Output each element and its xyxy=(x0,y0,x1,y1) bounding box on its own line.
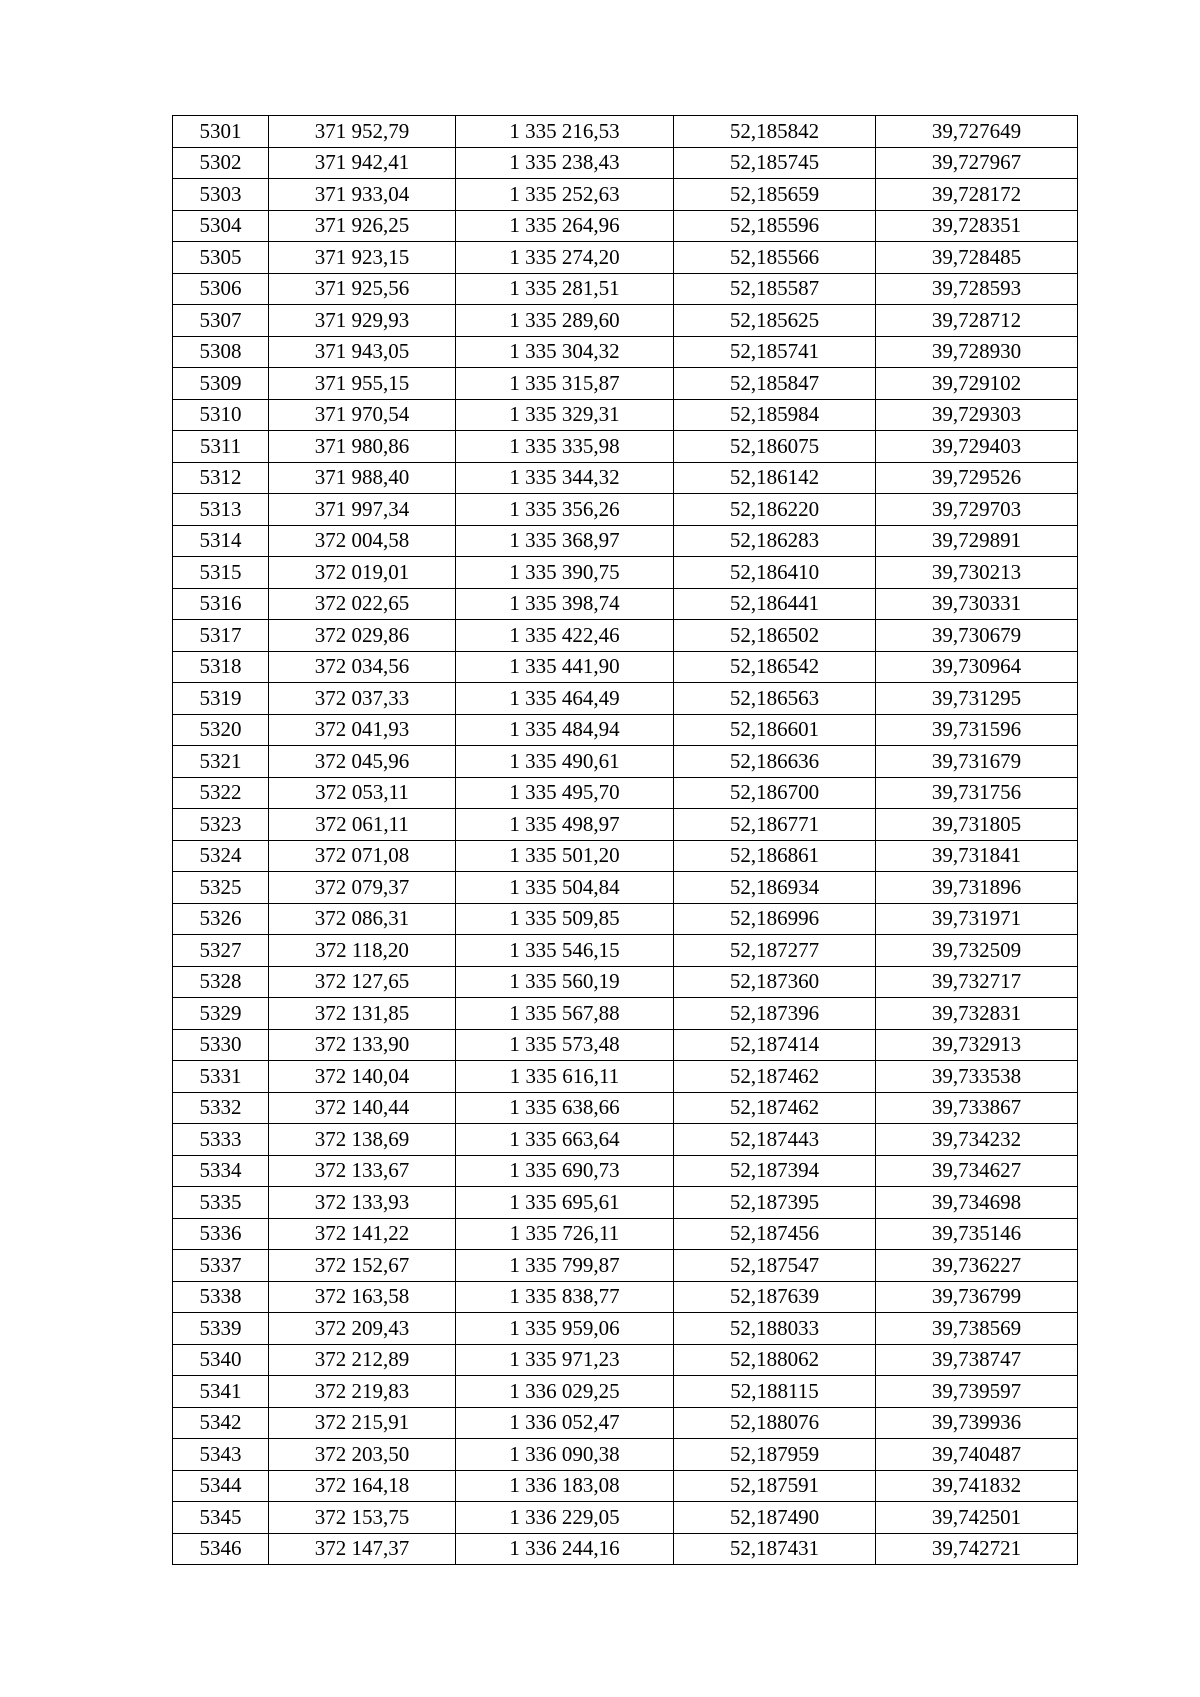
y-coordinate-cell: 1 336 052,47 xyxy=(456,1407,674,1439)
table-row xyxy=(173,998,1078,1030)
x-coordinate-cell: 372 140,04 xyxy=(269,1061,456,1093)
latitude-cell: 52,187547 xyxy=(674,1250,876,1282)
x-coordinate-cell: 372 086,31 xyxy=(269,903,456,935)
point-number-cell: 5301 xyxy=(173,116,269,148)
latitude-cell: 52,186075 xyxy=(674,431,876,463)
longitude-cell: 39,742501 xyxy=(876,1502,1078,1534)
longitude-cell: 39,730331 xyxy=(876,588,1078,620)
x-coordinate-cell: 372 061,11 xyxy=(269,809,456,841)
latitude-cell: 52,185587 xyxy=(674,273,876,305)
latitude-cell: 52,186142 xyxy=(674,462,876,494)
point-number-cell: 5329 xyxy=(173,998,269,1030)
y-coordinate-cell: 1 335 573,48 xyxy=(456,1029,674,1061)
longitude-cell: 39,729303 xyxy=(876,399,1078,431)
x-coordinate-cell: 372 004,58 xyxy=(269,525,456,557)
y-coordinate-cell: 1 336 090,38 xyxy=(456,1439,674,1471)
table-row xyxy=(173,872,1078,904)
longitude-cell: 39,739936 xyxy=(876,1407,1078,1439)
latitude-cell: 52,188062 xyxy=(674,1344,876,1376)
latitude-cell: 52,185984 xyxy=(674,399,876,431)
y-coordinate-cell: 1 335 838,77 xyxy=(456,1281,674,1313)
x-coordinate-cell: 371 980,86 xyxy=(269,431,456,463)
x-coordinate-cell: 372 212,89 xyxy=(269,1344,456,1376)
y-coordinate-cell: 1 335 238,43 xyxy=(456,147,674,179)
y-coordinate-cell: 1 335 546,15 xyxy=(456,935,674,967)
table-row xyxy=(173,462,1078,494)
x-coordinate-cell: 372 019,01 xyxy=(269,557,456,589)
y-coordinate-cell: 1 335 695,61 xyxy=(456,1187,674,1219)
y-coordinate-cell: 1 335 560,19 xyxy=(456,966,674,998)
point-number-cell: 5322 xyxy=(173,777,269,809)
longitude-cell: 39,731805 xyxy=(876,809,1078,841)
latitude-cell: 52,186502 xyxy=(674,620,876,652)
x-coordinate-cell: 372 152,67 xyxy=(269,1250,456,1282)
latitude-cell: 52,185745 xyxy=(674,147,876,179)
point-number-cell: 5307 xyxy=(173,305,269,337)
x-coordinate-cell: 371 923,15 xyxy=(269,242,456,274)
y-coordinate-cell: 1 335 289,60 xyxy=(456,305,674,337)
latitude-cell: 52,187443 xyxy=(674,1124,876,1156)
longitude-cell: 39,728930 xyxy=(876,336,1078,368)
y-coordinate-cell: 1 335 335,98 xyxy=(456,431,674,463)
point-number-cell: 5324 xyxy=(173,840,269,872)
y-coordinate-cell: 1 335 344,32 xyxy=(456,462,674,494)
longitude-cell: 39,730964 xyxy=(876,651,1078,683)
latitude-cell: 52,187591 xyxy=(674,1470,876,1502)
table-row xyxy=(173,1061,1078,1093)
point-number-cell: 5334 xyxy=(173,1155,269,1187)
table-row xyxy=(173,1313,1078,1345)
x-coordinate-cell: 372 118,20 xyxy=(269,935,456,967)
y-coordinate-cell: 1 335 501,20 xyxy=(456,840,674,872)
point-number-cell: 5330 xyxy=(173,1029,269,1061)
point-number-cell: 5344 xyxy=(173,1470,269,1502)
latitude-cell: 52,187490 xyxy=(674,1502,876,1534)
y-coordinate-cell: 1 335 504,84 xyxy=(456,872,674,904)
longitude-cell: 39,728351 xyxy=(876,210,1078,242)
table-row xyxy=(173,336,1078,368)
table-row xyxy=(173,368,1078,400)
y-coordinate-cell: 1 335 726,11 xyxy=(456,1218,674,1250)
longitude-cell: 39,727967 xyxy=(876,147,1078,179)
longitude-cell: 39,729891 xyxy=(876,525,1078,557)
point-number-cell: 5310 xyxy=(173,399,269,431)
y-coordinate-cell: 1 335 616,11 xyxy=(456,1061,674,1093)
longitude-cell: 39,728593 xyxy=(876,273,1078,305)
longitude-cell: 39,731971 xyxy=(876,903,1078,935)
point-number-cell: 5320 xyxy=(173,714,269,746)
x-coordinate-cell: 371 952,79 xyxy=(269,116,456,148)
table-row xyxy=(173,242,1078,274)
longitude-cell: 39,738747 xyxy=(876,1344,1078,1376)
table-row xyxy=(173,179,1078,211)
latitude-cell: 52,187431 xyxy=(674,1533,876,1565)
longitude-cell: 39,728172 xyxy=(876,179,1078,211)
y-coordinate-cell: 1 335 281,51 xyxy=(456,273,674,305)
point-number-cell: 5331 xyxy=(173,1061,269,1093)
y-coordinate-cell: 1 335 464,49 xyxy=(456,683,674,715)
y-coordinate-cell: 1 335 509,85 xyxy=(456,903,674,935)
x-coordinate-cell: 371 925,56 xyxy=(269,273,456,305)
latitude-cell: 52,186542 xyxy=(674,651,876,683)
table-row xyxy=(173,1155,1078,1187)
table-row xyxy=(173,399,1078,431)
longitude-cell: 39,728485 xyxy=(876,242,1078,274)
longitude-cell: 39,731896 xyxy=(876,872,1078,904)
latitude-cell: 52,187395 xyxy=(674,1187,876,1219)
longitude-cell: 39,730679 xyxy=(876,620,1078,652)
x-coordinate-cell: 372 133,67 xyxy=(269,1155,456,1187)
latitude-cell: 52,186220 xyxy=(674,494,876,526)
table-row xyxy=(173,935,1078,967)
longitude-cell: 39,732717 xyxy=(876,966,1078,998)
longitude-cell: 39,732913 xyxy=(876,1029,1078,1061)
longitude-cell: 39,734698 xyxy=(876,1187,1078,1219)
y-coordinate-cell: 1 336 183,08 xyxy=(456,1470,674,1502)
table-row xyxy=(173,1344,1078,1376)
y-coordinate-cell: 1 335 315,87 xyxy=(456,368,674,400)
x-coordinate-cell: 372 138,69 xyxy=(269,1124,456,1156)
longitude-cell: 39,732831 xyxy=(876,998,1078,1030)
table-row xyxy=(173,1124,1078,1156)
latitude-cell: 52,187462 xyxy=(674,1061,876,1093)
table-row xyxy=(173,1470,1078,1502)
table-row xyxy=(173,273,1078,305)
longitude-cell: 39,741832 xyxy=(876,1470,1078,1502)
y-coordinate-cell: 1 336 029,25 xyxy=(456,1376,674,1408)
latitude-cell: 52,186771 xyxy=(674,809,876,841)
coordinates-table xyxy=(172,115,1078,1565)
table-row xyxy=(173,431,1078,463)
table-row xyxy=(173,1533,1078,1565)
x-coordinate-cell: 372 141,22 xyxy=(269,1218,456,1250)
x-coordinate-cell: 372 071,08 xyxy=(269,840,456,872)
table-row xyxy=(173,777,1078,809)
x-coordinate-cell: 372 127,65 xyxy=(269,966,456,998)
longitude-cell: 39,727649 xyxy=(876,116,1078,148)
table-row xyxy=(173,1376,1078,1408)
y-coordinate-cell: 1 335 252,63 xyxy=(456,179,674,211)
latitude-cell: 52,186861 xyxy=(674,840,876,872)
y-coordinate-cell: 1 335 638,66 xyxy=(456,1092,674,1124)
latitude-cell: 52,187396 xyxy=(674,998,876,1030)
y-coordinate-cell: 1 336 244,16 xyxy=(456,1533,674,1565)
latitude-cell: 52,186601 xyxy=(674,714,876,746)
longitude-cell: 39,729703 xyxy=(876,494,1078,526)
point-number-cell: 5317 xyxy=(173,620,269,652)
x-coordinate-cell: 372 041,93 xyxy=(269,714,456,746)
y-coordinate-cell: 1 335 274,20 xyxy=(456,242,674,274)
x-coordinate-cell: 372 219,83 xyxy=(269,1376,456,1408)
x-coordinate-cell: 371 955,15 xyxy=(269,368,456,400)
y-coordinate-cell: 1 335 484,94 xyxy=(456,714,674,746)
table-row xyxy=(173,210,1078,242)
longitude-cell: 39,740487 xyxy=(876,1439,1078,1471)
point-number-cell: 5316 xyxy=(173,588,269,620)
y-coordinate-cell: 1 335 216,53 xyxy=(456,116,674,148)
latitude-cell: 52,187462 xyxy=(674,1092,876,1124)
longitude-cell: 39,729526 xyxy=(876,462,1078,494)
x-coordinate-cell: 372 163,58 xyxy=(269,1281,456,1313)
point-number-cell: 5345 xyxy=(173,1502,269,1534)
y-coordinate-cell: 1 335 390,75 xyxy=(456,557,674,589)
point-number-cell: 5327 xyxy=(173,935,269,967)
latitude-cell: 52,188115 xyxy=(674,1376,876,1408)
longitude-cell: 39,730213 xyxy=(876,557,1078,589)
y-coordinate-cell: 1 335 799,87 xyxy=(456,1250,674,1282)
x-coordinate-cell: 371 988,40 xyxy=(269,462,456,494)
latitude-cell: 52,187456 xyxy=(674,1218,876,1250)
table-row xyxy=(173,840,1078,872)
latitude-cell: 52,188033 xyxy=(674,1313,876,1345)
table-row xyxy=(173,651,1078,683)
point-number-cell: 5319 xyxy=(173,683,269,715)
latitude-cell: 52,187394 xyxy=(674,1155,876,1187)
latitude-cell: 52,187360 xyxy=(674,966,876,998)
coordinates-table-body xyxy=(173,116,1078,1565)
table-row xyxy=(173,1029,1078,1061)
latitude-cell: 52,185741 xyxy=(674,336,876,368)
latitude-cell: 52,187414 xyxy=(674,1029,876,1061)
latitude-cell: 52,186410 xyxy=(674,557,876,589)
longitude-cell: 39,731295 xyxy=(876,683,1078,715)
y-coordinate-cell: 1 335 441,90 xyxy=(456,651,674,683)
y-coordinate-cell: 1 335 498,97 xyxy=(456,809,674,841)
latitude-cell: 52,186636 xyxy=(674,746,876,778)
x-coordinate-cell: 372 022,65 xyxy=(269,588,456,620)
point-number-cell: 5325 xyxy=(173,872,269,904)
x-coordinate-cell: 372 053,11 xyxy=(269,777,456,809)
latitude-cell: 52,188076 xyxy=(674,1407,876,1439)
point-number-cell: 5333 xyxy=(173,1124,269,1156)
y-coordinate-cell: 1 335 422,46 xyxy=(456,620,674,652)
x-coordinate-cell: 371 942,41 xyxy=(269,147,456,179)
y-coordinate-cell: 1 335 356,26 xyxy=(456,494,674,526)
point-number-cell: 5321 xyxy=(173,746,269,778)
table-row xyxy=(173,494,1078,526)
point-number-cell: 5315 xyxy=(173,557,269,589)
y-coordinate-cell: 1 335 567,88 xyxy=(456,998,674,1030)
table-row xyxy=(173,557,1078,589)
table-row xyxy=(173,1502,1078,1534)
table-row xyxy=(173,714,1078,746)
point-number-cell: 5339 xyxy=(173,1313,269,1345)
point-number-cell: 5335 xyxy=(173,1187,269,1219)
longitude-cell: 39,731841 xyxy=(876,840,1078,872)
longitude-cell: 39,729403 xyxy=(876,431,1078,463)
longitude-cell: 39,731756 xyxy=(876,777,1078,809)
x-coordinate-cell: 371 997,34 xyxy=(269,494,456,526)
table-row xyxy=(173,147,1078,179)
latitude-cell: 52,187277 xyxy=(674,935,876,967)
table-row xyxy=(173,116,1078,148)
longitude-cell: 39,736799 xyxy=(876,1281,1078,1313)
longitude-cell: 39,728712 xyxy=(876,305,1078,337)
point-number-cell: 5338 xyxy=(173,1281,269,1313)
table-row xyxy=(173,966,1078,998)
x-coordinate-cell: 372 029,86 xyxy=(269,620,456,652)
table-row xyxy=(173,588,1078,620)
latitude-cell: 52,185596 xyxy=(674,210,876,242)
longitude-cell: 39,733538 xyxy=(876,1061,1078,1093)
point-number-cell: 5305 xyxy=(173,242,269,274)
point-number-cell: 5303 xyxy=(173,179,269,211)
point-number-cell: 5304 xyxy=(173,210,269,242)
longitude-cell: 39,729102 xyxy=(876,368,1078,400)
longitude-cell: 39,739597 xyxy=(876,1376,1078,1408)
table-row xyxy=(173,1218,1078,1250)
latitude-cell: 52,185847 xyxy=(674,368,876,400)
latitude-cell: 52,185842 xyxy=(674,116,876,148)
y-coordinate-cell: 1 335 264,96 xyxy=(456,210,674,242)
longitude-cell: 39,731596 xyxy=(876,714,1078,746)
point-number-cell: 5312 xyxy=(173,462,269,494)
point-number-cell: 5306 xyxy=(173,273,269,305)
point-number-cell: 5336 xyxy=(173,1218,269,1250)
point-number-cell: 5302 xyxy=(173,147,269,179)
point-number-cell: 5314 xyxy=(173,525,269,557)
latitude-cell: 52,187639 xyxy=(674,1281,876,1313)
y-coordinate-cell: 1 335 304,32 xyxy=(456,336,674,368)
table-row xyxy=(173,525,1078,557)
y-coordinate-cell: 1 335 690,73 xyxy=(456,1155,674,1187)
x-coordinate-cell: 371 929,93 xyxy=(269,305,456,337)
table-row xyxy=(173,620,1078,652)
point-number-cell: 5323 xyxy=(173,809,269,841)
point-number-cell: 5328 xyxy=(173,966,269,998)
x-coordinate-cell: 371 926,25 xyxy=(269,210,456,242)
point-number-cell: 5341 xyxy=(173,1376,269,1408)
table-row xyxy=(173,903,1078,935)
x-coordinate-cell: 372 147,37 xyxy=(269,1533,456,1565)
table-row xyxy=(173,1439,1078,1471)
point-number-cell: 5342 xyxy=(173,1407,269,1439)
point-number-cell: 5309 xyxy=(173,368,269,400)
longitude-cell: 39,736227 xyxy=(876,1250,1078,1282)
latitude-cell: 52,185625 xyxy=(674,305,876,337)
longitude-cell: 39,733867 xyxy=(876,1092,1078,1124)
longitude-cell: 39,742721 xyxy=(876,1533,1078,1565)
latitude-cell: 52,186996 xyxy=(674,903,876,935)
x-coordinate-cell: 372 131,85 xyxy=(269,998,456,1030)
point-number-cell: 5308 xyxy=(173,336,269,368)
point-number-cell: 5343 xyxy=(173,1439,269,1471)
point-number-cell: 5311 xyxy=(173,431,269,463)
x-coordinate-cell: 372 153,75 xyxy=(269,1502,456,1534)
x-coordinate-cell: 371 970,54 xyxy=(269,399,456,431)
point-number-cell: 5313 xyxy=(173,494,269,526)
longitude-cell: 39,734627 xyxy=(876,1155,1078,1187)
x-coordinate-cell: 372 164,18 xyxy=(269,1470,456,1502)
longitude-cell: 39,735146 xyxy=(876,1218,1078,1250)
table-row xyxy=(173,1092,1078,1124)
point-number-cell: 5346 xyxy=(173,1533,269,1565)
table-row xyxy=(173,1250,1078,1282)
x-coordinate-cell: 372 079,37 xyxy=(269,872,456,904)
latitude-cell: 52,186563 xyxy=(674,683,876,715)
table-row xyxy=(173,305,1078,337)
latitude-cell: 52,186700 xyxy=(674,777,876,809)
y-coordinate-cell: 1 335 495,70 xyxy=(456,777,674,809)
x-coordinate-cell: 372 045,96 xyxy=(269,746,456,778)
latitude-cell: 52,185566 xyxy=(674,242,876,274)
y-coordinate-cell: 1 335 663,64 xyxy=(456,1124,674,1156)
latitude-cell: 52,186934 xyxy=(674,872,876,904)
x-coordinate-cell: 372 133,90 xyxy=(269,1029,456,1061)
x-coordinate-cell: 372 203,50 xyxy=(269,1439,456,1471)
y-coordinate-cell: 1 335 959,06 xyxy=(456,1313,674,1345)
table-row xyxy=(173,683,1078,715)
point-number-cell: 5340 xyxy=(173,1344,269,1376)
table-row xyxy=(173,809,1078,841)
longitude-cell: 39,734232 xyxy=(876,1124,1078,1156)
x-coordinate-cell: 372 034,56 xyxy=(269,651,456,683)
point-number-cell: 5326 xyxy=(173,903,269,935)
point-number-cell: 5337 xyxy=(173,1250,269,1282)
x-coordinate-cell: 372 209,43 xyxy=(269,1313,456,1345)
table-row xyxy=(173,1187,1078,1219)
table-row xyxy=(173,1407,1078,1439)
table-row xyxy=(173,746,1078,778)
x-coordinate-cell: 372 140,44 xyxy=(269,1092,456,1124)
longitude-cell: 39,731679 xyxy=(876,746,1078,778)
x-coordinate-cell: 371 943,05 xyxy=(269,336,456,368)
table-row xyxy=(173,1281,1078,1313)
latitude-cell: 52,186283 xyxy=(674,525,876,557)
y-coordinate-cell: 1 335 368,97 xyxy=(456,525,674,557)
x-coordinate-cell: 372 037,33 xyxy=(269,683,456,715)
point-number-cell: 5318 xyxy=(173,651,269,683)
point-number-cell: 5332 xyxy=(173,1092,269,1124)
x-coordinate-cell: 372 215,91 xyxy=(269,1407,456,1439)
latitude-cell: 52,186441 xyxy=(674,588,876,620)
x-coordinate-cell: 371 933,04 xyxy=(269,179,456,211)
y-coordinate-cell: 1 335 398,74 xyxy=(456,588,674,620)
longitude-cell: 39,738569 xyxy=(876,1313,1078,1345)
latitude-cell: 52,185659 xyxy=(674,179,876,211)
x-coordinate-cell: 372 133,93 xyxy=(269,1187,456,1219)
y-coordinate-cell: 1 335 490,61 xyxy=(456,746,674,778)
y-coordinate-cell: 1 336 229,05 xyxy=(456,1502,674,1534)
y-coordinate-cell: 1 335 329,31 xyxy=(456,399,674,431)
y-coordinate-cell: 1 335 971,23 xyxy=(456,1344,674,1376)
latitude-cell: 52,187959 xyxy=(674,1439,876,1471)
longitude-cell: 39,732509 xyxy=(876,935,1078,967)
